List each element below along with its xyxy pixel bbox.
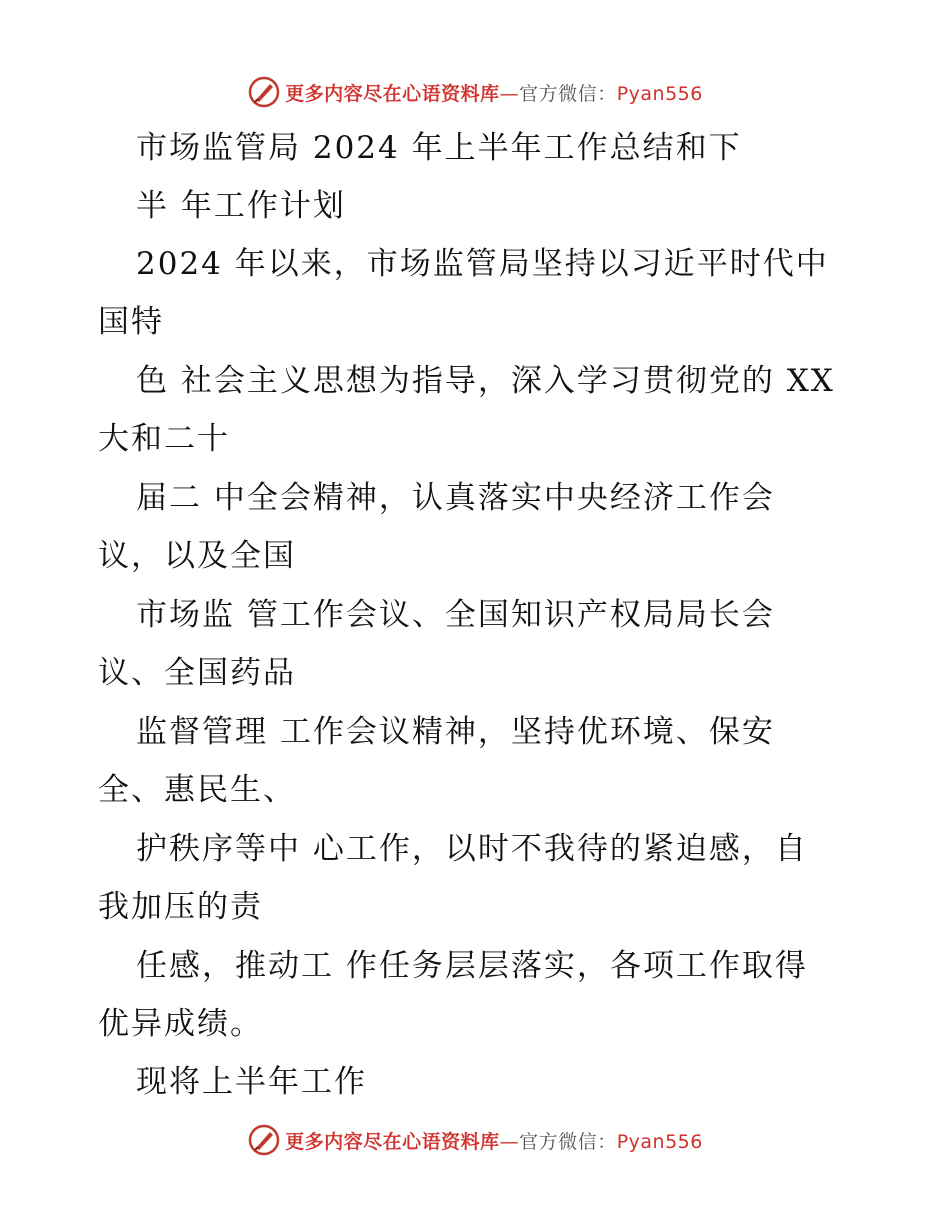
body-line: 2024 年以来，市场监管局坚持以习近平时代中 [136, 246, 829, 282]
banner-dash: — [499, 1130, 520, 1153]
body-line: 监督管理 工作会议精神，坚持优环境、保安 [136, 714, 775, 750]
body-line: 任感，推动工 作任务层层落实，各项工作取得 [136, 948, 808, 984]
banner-wechat-id: Pyan556 [616, 82, 703, 105]
body-line: 议，以及全国 [98, 538, 296, 574]
body-line: 现将上半年工作 [136, 1064, 367, 1100]
banner-site-name: 更多内容尽在心语资料库 [285, 1130, 500, 1153]
quill-pen-logo-icon [247, 1123, 281, 1157]
header-banner [0, 72, 950, 112]
body-line: 届二 中全会精神，认真落实中央经济工作会 [136, 480, 775, 516]
quill-pen-logo-icon [247, 75, 281, 109]
doc-title-line-1: 市场监管局 2024 年上半年工作总结和下 [136, 130, 742, 166]
banner-wechat-id: Pyan556 [616, 1130, 703, 1153]
body-line: 市场监 管工作会议、全国知识产权局局长会 [136, 597, 775, 633]
body-line: 大和二十 [98, 421, 230, 457]
banner-wechat-label: 官方微信： [519, 1130, 617, 1153]
doc-title-line-2: 半 年工作计划 [136, 188, 346, 224]
banner-text [285, 79, 703, 106]
banner-dash: — [499, 82, 520, 105]
body-line: 色 社会主义思想为指导，深入学习贯彻党的 XX [136, 363, 835, 399]
body-line: 全、惠民生、 [98, 772, 296, 808]
body-line: 议、全国药品 [98, 655, 296, 691]
banner-site-name: 更多内容尽在心语资料库 [285, 82, 500, 105]
banner-text [285, 1127, 703, 1154]
body-line: 国特 [98, 304, 164, 340]
body-line: 优异成绩。 [98, 1006, 263, 1042]
body-line: 护秩序等中 心工作，以时不我待的紧迫感，自 [136, 831, 808, 867]
footer-banner [0, 1120, 950, 1160]
body-line: 我加压的责 [98, 889, 263, 925]
banner-wechat-label: 官方微信： [519, 82, 617, 105]
